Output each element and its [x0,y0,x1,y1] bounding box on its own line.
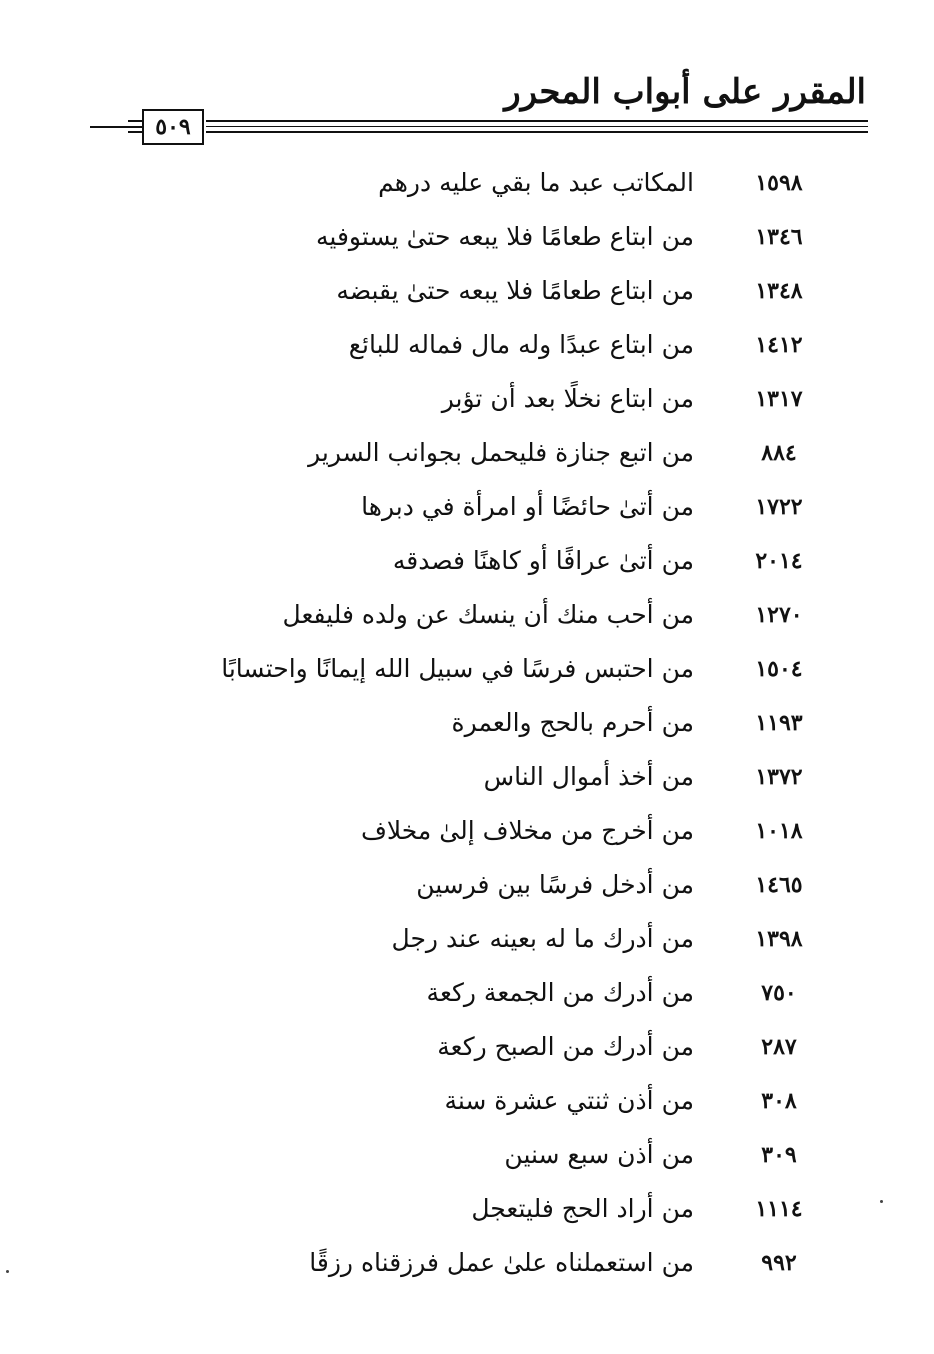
index-entry [0,322,934,376]
entry-text: من أدرك من الصبح ركعة [437,1032,694,1061]
entry-text: من أتىٰ عرافًا أو كاهنًا فصدقه [392,546,694,575]
entry-number: ٣٠٩ [761,1142,797,1168]
running-title: المقرر على أبواب المحرر [504,72,866,112]
entry-text: من أدرك من الجمعة ركعة [426,978,694,1007]
page-header [0,0,934,160]
index-entry [0,376,934,430]
entry-number: ٩٩٢ [761,1250,797,1276]
entry-text: من أدخل فرسًا بين فرسين [416,870,694,899]
entry-text: المكاتب عبد ما بقي عليه درهم [378,168,694,197]
entry-number: ٢٠١٤ [755,548,803,574]
entry-text: من ابتاع طعامًا فلا يبعه حتىٰ يستوفيه [316,222,694,251]
entry-number: ١٣١٧ [755,386,803,412]
header-rule-right [206,120,868,134]
entry-number: ١٥٩٨ [755,170,803,196]
index-entry [0,430,934,484]
index-entry [0,808,934,862]
entry-text: من احتبس فرسًا في سبيل الله إيمانًا واحتسابًا [221,654,694,683]
entry-number: ١١٩٣ [755,710,803,736]
entry-text: من أخذ أموال الناس [483,762,694,791]
index-entry [0,1078,934,1132]
entry-text: من استعملناه علىٰ عمل فرزقناه رزقًا [309,1248,694,1277]
entry-text: من أتىٰ حائضًا أو امرأة في دبرها [361,492,694,521]
entry-number: ١٣٤٨ [755,278,803,304]
index-entry [0,754,934,808]
entry-number: ١٤١٢ [755,332,803,358]
index-entry [0,1132,934,1186]
entry-text: من ابتاع نخلًا بعد أن تؤبر [441,384,694,413]
entry-number: ١٣٧٢ [755,764,803,790]
entry-number: ١٧٢٢ [755,494,803,520]
index-entry [0,646,934,700]
entry-number: ١٣٤٦ [755,224,803,250]
entry-text: من أخرج من مخلاف إلىٰ مخلاف [360,816,694,845]
entry-text: من أراد الحج فليتعجل [471,1194,694,1223]
entry-number: ٣٠٨ [761,1088,797,1114]
entry-number: ١١١٤ [755,1196,803,1222]
entry-text: من أحرم بالحج والعمرة [451,708,694,737]
entry-number: ١٤٦٥ [755,872,803,898]
entry-number: ١٣٩٨ [755,926,803,952]
entry-text: من اتبع جنازة فليحمل بجوانب السرير [308,438,694,467]
entry-number: ١٢٧٠ [755,602,803,628]
entry-text: من أحب منك أن ينسك عن ولده فليفعل [282,600,694,629]
entry-text: من أذن ثنتي عشرة سنة [444,1086,694,1115]
index-entry [0,160,934,214]
entry-text: من أدرك ما له بعينه عند رجل [391,924,694,953]
page-number: ٥٠٩ [142,109,204,145]
entry-number: ٧٥٠ [761,980,797,1006]
index-entry [0,1186,934,1240]
scan-speck [6,1270,9,1273]
index-entry [0,862,934,916]
index-entry [0,538,934,592]
index-entry [0,1240,934,1294]
index-entry [0,592,934,646]
entry-text: من ابتاع عبدًا وله مال فماله للبائع [348,330,694,359]
index-entry [0,484,934,538]
index-entry [0,214,934,268]
index-entry [0,268,934,322]
index-entry [0,700,934,754]
index-entry [0,1024,934,1078]
entry-number: ٨٨٤ [761,440,797,466]
entry-number: ١٠١٨ [755,818,803,844]
entry-text: من ابتاع طعامًا فلا يبعه حتىٰ يقبضه [336,276,694,305]
entry-text: من أذن سبع سنين [504,1140,694,1169]
entry-number: ١٥٠٤ [755,656,803,682]
index-entry [0,916,934,970]
entry-number: ٢٨٧ [761,1034,797,1060]
scan-speck [880,1200,883,1203]
header-rule-left [90,120,142,134]
index-entry [0,970,934,1024]
